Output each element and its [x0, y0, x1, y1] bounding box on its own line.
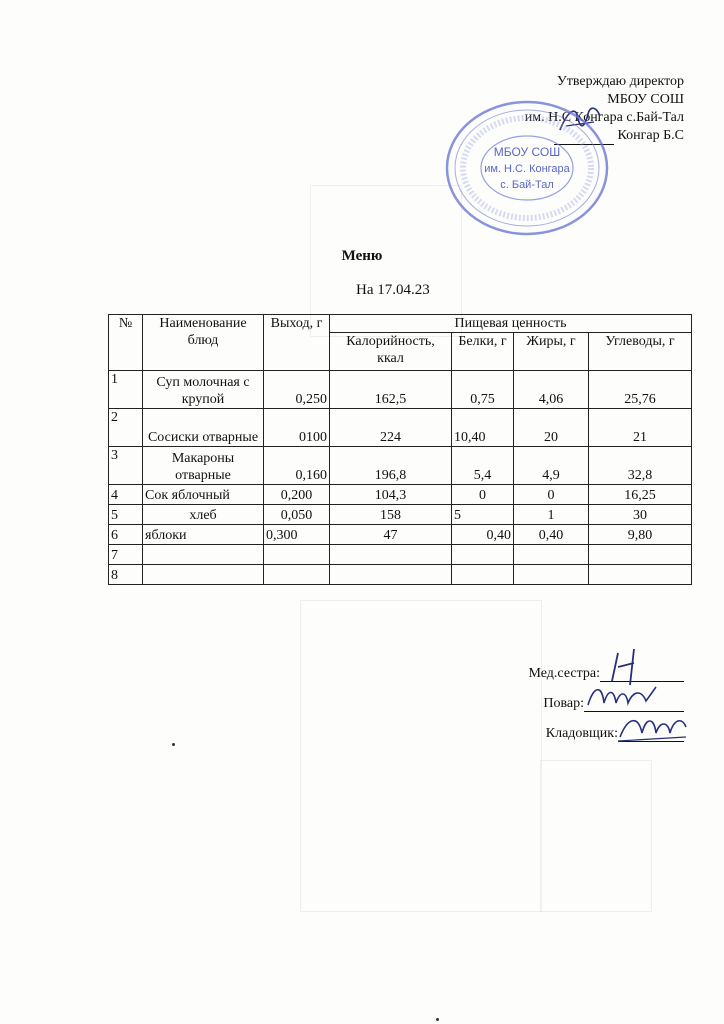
cell-fat: 1 [514, 505, 589, 525]
document-title: Меню [341, 248, 383, 264]
cell-num: 3 [109, 447, 143, 485]
table-row [109, 545, 692, 565]
cell-fat: 0 [514, 485, 589, 505]
seal-text-1: МБОУ СОШ [493, 145, 561, 159]
col-name: Наименование блюд [143, 315, 264, 371]
nurse-label: Мед.сестра: [528, 666, 600, 681]
cell-name [143, 565, 264, 585]
storekeeper-label: Кладовщик: [545, 726, 618, 741]
cell-calories: 104,3 [330, 485, 452, 505]
storekeeper-signature-row [546, 726, 684, 742]
cell-carbs: 32,8 [589, 447, 692, 485]
cell-calories: 162,5 [330, 371, 452, 409]
table-row [109, 371, 692, 409]
cell-num: 4 [109, 485, 143, 505]
table-row [109, 485, 692, 505]
document-date: На 17.04.23 [356, 282, 430, 298]
cell-yield: 0100 [264, 409, 330, 447]
cell-yield: 0,200 [264, 485, 330, 505]
table-row [109, 565, 692, 585]
cell-carbs [589, 565, 692, 585]
seal-text-3: с. Бай-Тал [500, 179, 554, 191]
cell-name: яблоки [143, 525, 264, 545]
cell-num: 1 [109, 371, 143, 409]
cell-protein [452, 545, 514, 565]
cell-protein: 10,40 [452, 409, 514, 447]
col-carbs: Углеводы, г [589, 333, 692, 371]
cell-protein: 0 [452, 485, 514, 505]
cell-protein: 5 [452, 505, 514, 525]
director-name: Конгар Б.С [617, 128, 684, 143]
approval-line-1: Утверждаю директор [556, 74, 684, 89]
bleed-through [540, 760, 652, 912]
cell-calories: 224 [330, 409, 452, 447]
stray-mark [172, 743, 175, 746]
cell-name [143, 545, 264, 565]
cell-yield: 0,050 [264, 505, 330, 525]
col-protein: Белки, г [452, 333, 514, 371]
cell-fat [514, 565, 589, 585]
cell-yield [264, 545, 330, 565]
table-row [109, 409, 692, 447]
cell-name: хлеб [143, 505, 264, 525]
col-num: № [109, 315, 143, 371]
cell-carbs: 9,80 [589, 525, 692, 545]
cell-fat: 4,9 [514, 447, 589, 485]
cell-name: Макароны отварные [143, 447, 264, 485]
cell-fat: 0,40 [514, 525, 589, 545]
col-yield: Выход, г [264, 315, 330, 371]
cell-calories: 47 [330, 525, 452, 545]
cell-yield: 0,250 [264, 371, 330, 409]
storekeeper-signature [618, 707, 688, 743]
cell-yield: 0,300 [264, 525, 330, 545]
cell-name: Сок яблочный [143, 485, 264, 505]
cell-yield: 0,160 [264, 447, 330, 485]
cell-protein [452, 565, 514, 585]
cell-fat [514, 545, 589, 565]
cell-name: Сосиски отварные [143, 409, 264, 447]
cell-carbs [589, 545, 692, 565]
cell-carbs: 25,76 [589, 371, 692, 409]
cell-protein: 0,40 [452, 525, 514, 545]
cell-carbs: 30 [589, 505, 692, 525]
cell-num: 7 [109, 545, 143, 565]
cook-label: Повар: [543, 696, 584, 711]
col-calories: Калорийность, ккал [330, 333, 452, 371]
approval-line-3: им. Н.С Конгара с.Бай-Тал [524, 110, 684, 125]
cell-num: 8 [109, 565, 143, 585]
approval-line-2: МБОУ СОШ [607, 92, 684, 107]
table-row [109, 505, 692, 525]
cell-num: 5 [109, 505, 143, 525]
cell-yield [264, 565, 330, 585]
cell-calories: 196,8 [330, 447, 452, 485]
storekeeper-signature-line [618, 727, 684, 742]
table-row [109, 525, 692, 545]
cell-fat: 4,06 [514, 371, 589, 409]
cell-carbs: 21 [589, 409, 692, 447]
col-nutrition: Пищевая ценность [330, 315, 692, 333]
school-seal [442, 98, 612, 238]
cell-calories [330, 545, 452, 565]
cell-calories [330, 565, 452, 585]
cell-fat: 20 [514, 409, 589, 447]
cell-num: 2 [109, 409, 143, 447]
cell-num: 6 [109, 525, 143, 545]
cell-protein: 5,4 [452, 447, 514, 485]
col-fat: Жиры, г [514, 333, 589, 371]
seal-text-2: им. Н.С. Конгара [484, 163, 570, 175]
cell-carbs: 16,25 [589, 485, 692, 505]
table-header-row [109, 315, 692, 333]
cell-calories: 158 [330, 505, 452, 525]
cell-protein: 0,75 [452, 371, 514, 409]
cell-name: Суп молочная с крупой [143, 371, 264, 409]
stray-mark [436, 1018, 439, 1021]
table-row [109, 447, 692, 485]
menu-table [108, 314, 692, 585]
bleed-through [300, 600, 542, 912]
